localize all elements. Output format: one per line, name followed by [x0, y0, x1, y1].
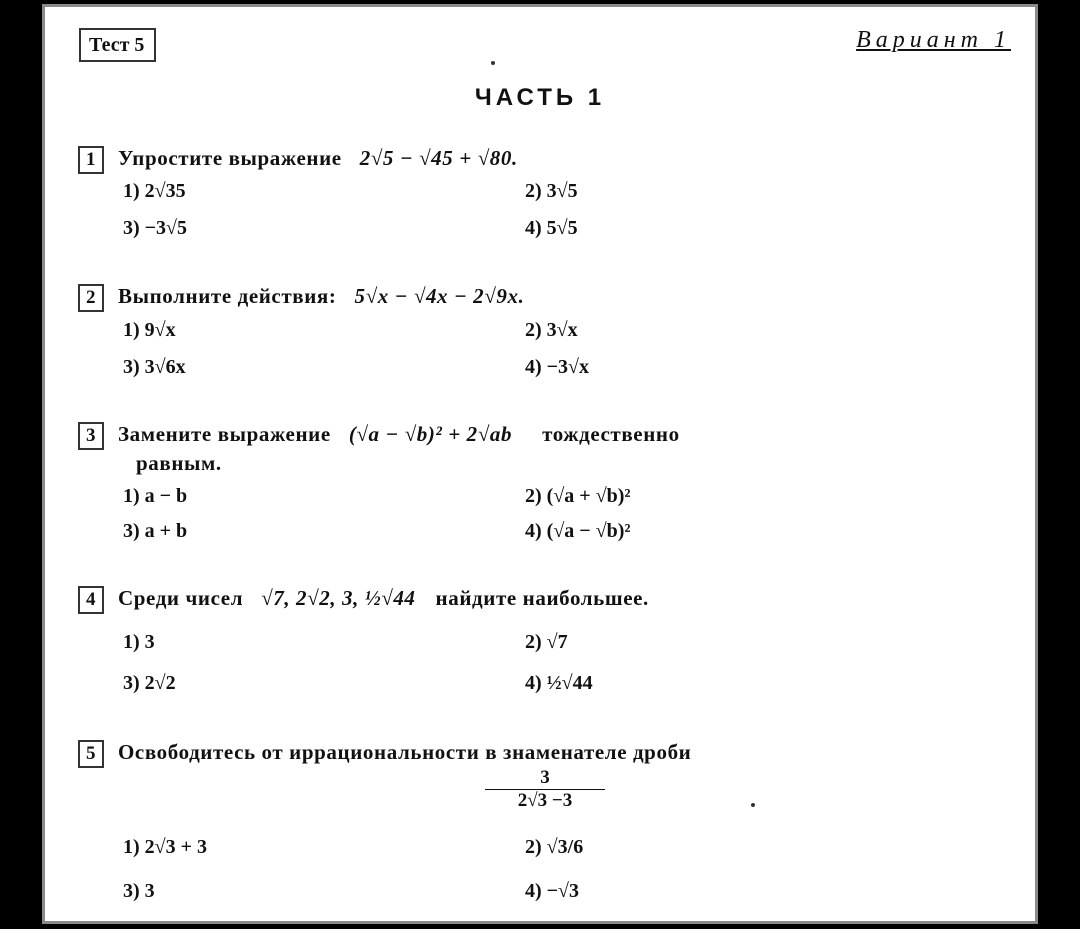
test-label: Тест 5: [79, 28, 156, 62]
fraction-numerator: 3: [485, 767, 605, 790]
fraction-denominator: 2√3 −3: [517, 790, 573, 811]
option-2-3[interactable]: 3) 3√6x: [123, 356, 186, 378]
speck: [491, 61, 495, 65]
test-sheet: [42, 4, 1038, 924]
variant-label: Вариант 1: [856, 27, 1011, 53]
option-3-3[interactable]: 3) a + b: [123, 520, 188, 542]
option-4-3[interactable]: 3) 2√2: [123, 672, 176, 694]
option-1-2[interactable]: 2) 3√5: [525, 180, 578, 202]
question-number: 5: [78, 740, 104, 768]
question-number: 3: [78, 422, 104, 450]
question-expression: (√a − √b)² + 2√ab: [348, 422, 513, 446]
option-2-2[interactable]: 2) 3√x: [525, 319, 578, 341]
question-text: Упростите выражение: [118, 146, 342, 170]
question-5: [78, 737, 1021, 768]
question-fraction: [485, 767, 605, 812]
question-text-cont: найдите наибольшее.: [435, 586, 649, 610]
question-expression: 2√5 − √45 + √80.: [359, 146, 518, 170]
question-expression: 5√x − √4x − 2√9x.: [354, 284, 525, 308]
option-2-4[interactable]: 4) −3√x: [525, 356, 590, 378]
question-number: 4: [78, 586, 104, 614]
option-5-2[interactable]: 2) √3/6: [525, 836, 584, 858]
question-text-cont2: равным.: [136, 451, 222, 476]
question-text: Среди чисел: [118, 586, 244, 610]
part-title: ЧАСТЬ 1: [474, 84, 606, 111]
speck: [751, 803, 755, 807]
question-number: 1: [78, 146, 104, 174]
option-2-1[interactable]: 1) 9√x: [123, 319, 176, 341]
question-text-cont: тождественно: [542, 422, 680, 446]
option-5-4[interactable]: 4) −√3: [525, 880, 580, 902]
question-text: Выполните действия:: [118, 284, 337, 308]
question-1: [78, 143, 1021, 174]
question-4: [78, 583, 1021, 614]
option-5-1[interactable]: 1) 2√3 + 3: [123, 836, 208, 858]
option-1-1[interactable]: 1) 2√35: [123, 180, 186, 202]
option-4-2[interactable]: 2) √7: [525, 631, 568, 653]
question-text: Замените выражение: [118, 422, 331, 446]
option-4-1[interactable]: 1) 3: [123, 631, 155, 653]
question-text: Освободитесь от иррациональности в знаменателе дроби: [118, 740, 692, 764]
option-3-2[interactable]: 2) (√a + √b)²: [525, 485, 631, 507]
question-number: 2: [78, 284, 104, 312]
question-expression: √7, 2√2, 3, ½√44: [261, 586, 416, 610]
option-5-3[interactable]: 3) 3: [123, 880, 155, 902]
question-2: [78, 281, 1021, 312]
option-3-1[interactable]: 1) a − b: [123, 485, 188, 507]
option-1-4[interactable]: 4) 5√5: [525, 217, 578, 239]
question-3: [78, 419, 1021, 476]
option-1-3[interactable]: 3) −3√5: [123, 217, 188, 239]
option-3-4[interactable]: 4) (√a − √b)²: [525, 520, 631, 542]
option-4-4[interactable]: 4) ½√44: [525, 672, 593, 694]
